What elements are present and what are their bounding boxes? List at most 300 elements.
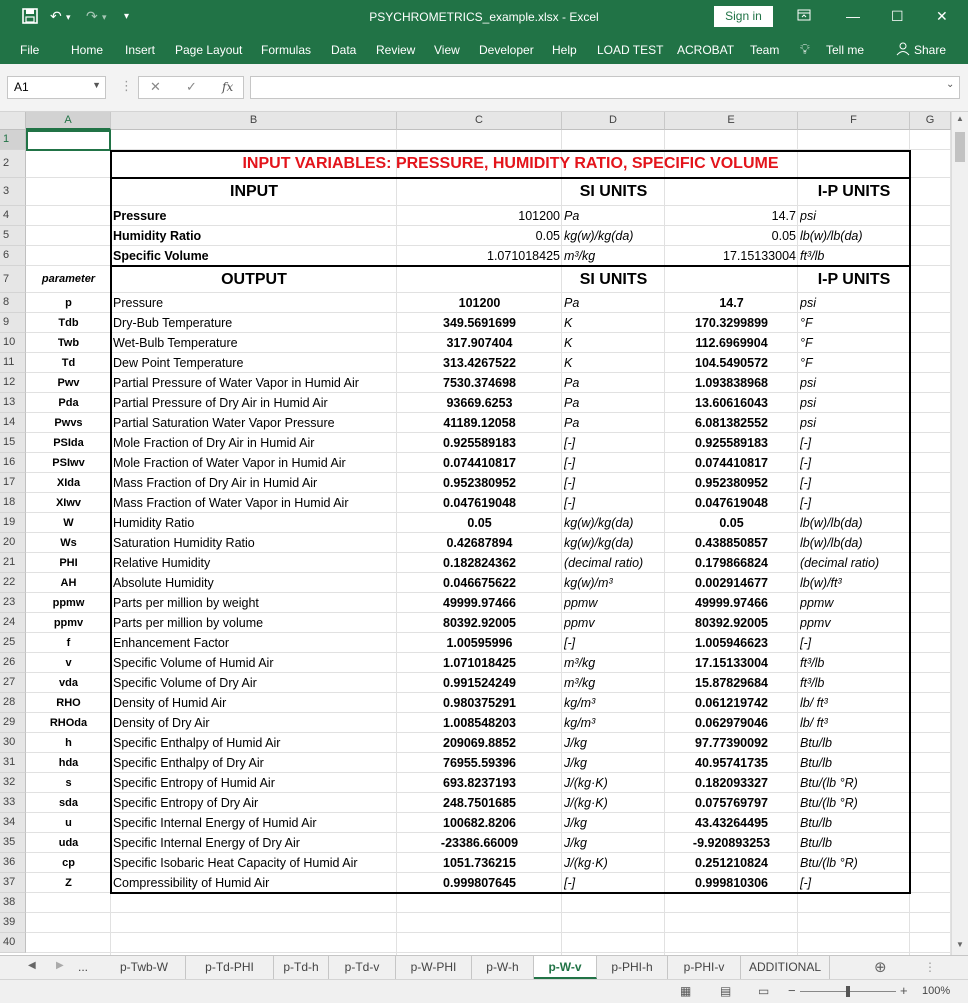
output-ip-value[interactable]: 0.182093327 [695, 776, 768, 790]
row-header-40[interactable]: 40 [0, 933, 26, 953]
more-tabs-ellipsis[interactable]: ... [78, 960, 89, 974]
output-name[interactable]: Humidity Ratio [113, 516, 195, 530]
output-ip-unit[interactable]: psi [800, 296, 816, 310]
input-ip-value[interactable]: 0.05 [771, 229, 796, 243]
output-si-unit[interactable]: J/kg [564, 836, 587, 850]
output-name[interactable]: Parts per million by volume [113, 616, 264, 630]
input-si-unit[interactable]: m³/kg [564, 249, 596, 263]
output-si-unit[interactable]: K [564, 316, 573, 330]
input-si-value[interactable]: 1.071018425 [487, 249, 560, 263]
redo-dropdown-icon[interactable]: ▾ [102, 12, 107, 22]
tab-view[interactable]: View [434, 43, 460, 57]
output-param[interactable]: PHI [59, 557, 78, 569]
output-si-value[interactable]: -23386.66009 [440, 836, 519, 850]
row-header-32[interactable]: 32 [0, 773, 26, 793]
output-name[interactable]: Specific Entropy of Humid Air [113, 776, 275, 790]
output-ip-unit[interactable]: Btu/(lb °R) [800, 796, 858, 810]
output-name[interactable]: Wet-Bulb Temperature [113, 336, 238, 350]
row-header-31[interactable]: 31 [0, 753, 26, 773]
column-header-g[interactable]: G [910, 112, 951, 130]
output-name[interactable]: Density of Dry Air [113, 716, 210, 730]
tab-team[interactable]: Team [750, 43, 780, 57]
sheet-tab-p-phi-v[interactable]: p-PHI-v [668, 956, 741, 979]
output-si-value[interactable]: 0.074410817 [443, 456, 516, 470]
output-si-value[interactable]: 0.980375291 [443, 696, 516, 710]
row-header-38[interactable]: 38 [0, 893, 26, 913]
output-ip-value[interactable]: 40.95741735 [695, 756, 768, 770]
output-name[interactable]: Compressibility of Humid Air [113, 876, 270, 890]
output-param[interactable]: f [66, 637, 71, 649]
output-si-unit[interactable]: kg(w)/kg(da) [564, 536, 634, 550]
output-ip-unit[interactable]: [-] [800, 876, 812, 890]
output-name[interactable]: Partial Pressure of Water Vapor in Humid Air [113, 376, 359, 390]
output-name[interactable]: Density of Humid Air [113, 696, 227, 710]
output-si-value[interactable]: 100682.8206 [443, 816, 516, 830]
output-ip-value[interactable]: 0.075769797 [695, 796, 768, 810]
lightbulb-icon[interactable]: 💡︎ [800, 41, 810, 57]
output-si-unit[interactable]: J/kg [564, 816, 587, 830]
column-header-a[interactable]: A [26, 112, 111, 130]
output-ip-unit[interactable]: psi [800, 376, 816, 390]
output-ip-value[interactable]: 0.062979046 [695, 716, 768, 730]
scroll-down-icon[interactable]: ▼ [956, 940, 964, 949]
input-ip-value[interactable]: 14.7 [771, 209, 796, 223]
output-ip-unit[interactable]: psi [800, 396, 816, 410]
input-name[interactable]: Pressure [113, 209, 167, 223]
close-icon[interactable]: ✕ [936, 8, 948, 24]
output-param[interactable]: ppmv [53, 617, 84, 629]
person-icon[interactable] [896, 42, 910, 59]
output-ip-unit[interactable]: ft³/lb [800, 656, 825, 670]
output-name[interactable]: Specific Internal Energy of Humid Air [113, 816, 317, 830]
row-header-10[interactable]: 10 [0, 333, 26, 353]
page-layout-view-icon[interactable]: ▤ [720, 984, 732, 998]
customize-qat-icon[interactable]: ▾ [124, 11, 130, 22]
output-name[interactable]: Dew Point Temperature [113, 356, 244, 370]
row-header-22[interactable]: 22 [0, 573, 26, 593]
output-si-unit[interactable]: K [564, 336, 573, 350]
row-header-7[interactable]: 7 [0, 266, 26, 293]
sheet-tab-p-td-v[interactable]: p-Td-v [329, 956, 396, 979]
output-ip-unit[interactable]: ppmv [800, 616, 831, 630]
input-header[interactable]: INPUT [230, 183, 278, 200]
output-si-unit[interactable]: (decimal ratio) [564, 556, 644, 570]
output-header[interactable]: OUTPUT [221, 271, 287, 288]
sheet-tab-p-td-h[interactable]: p-Td-h [274, 956, 329, 979]
column-header-e[interactable]: E [665, 112, 798, 130]
output-ip-unit[interactable]: lb(w)/ft³ [800, 576, 842, 590]
row-header-23[interactable]: 23 [0, 593, 26, 613]
output-name[interactable]: Relative Humidity [113, 556, 211, 570]
output-ip-unit[interactable]: (decimal ratio) [800, 556, 880, 570]
output-si-value[interactable]: 693.8237193 [443, 776, 516, 790]
tab-data[interactable]: Data [331, 43, 357, 57]
output-name[interactable]: Partial Pressure of Dry Air in Humid Air [113, 396, 328, 410]
output-param[interactable]: RHOda [49, 717, 88, 729]
input-si-unit[interactable]: kg(w)/kg(da) [564, 229, 634, 243]
row-header-36[interactable]: 36 [0, 853, 26, 873]
output-name[interactable]: Specific Internal Energy of Dry Air [113, 836, 300, 850]
page-break-preview-icon[interactable]: ▭ [758, 984, 770, 998]
output-si-unit[interactable]: [-] [564, 436, 576, 450]
row-header-4[interactable]: 4 [0, 206, 26, 226]
output-param[interactable]: PSIda [53, 437, 84, 449]
worksheet-grid[interactable] [0, 112, 968, 955]
row-header-14[interactable]: 14 [0, 413, 26, 433]
sheet-tab-p-twb-w[interactable]: p-Twb-W [103, 956, 186, 979]
output-ip-unit[interactable]: [-] [800, 476, 812, 490]
row-header-15[interactable]: 15 [0, 433, 26, 453]
row-header-33[interactable]: 33 [0, 793, 26, 813]
minimize-icon[interactable]: — [846, 8, 860, 24]
output-si-unit[interactable]: J/kg [564, 756, 587, 770]
output-si-unit[interactable]: kg(w)/m³ [564, 576, 613, 590]
output-param[interactable]: sda [59, 797, 78, 809]
output-si-value[interactable]: 1.00595996 [446, 636, 513, 650]
row-header-19[interactable]: 19 [0, 513, 26, 533]
output-ip-value[interactable]: 0.047619048 [695, 496, 768, 510]
tab-developer[interactable]: Developer [479, 43, 534, 57]
output-param[interactable]: vda [59, 677, 78, 689]
output-si-units-header[interactable]: SI UNITS [579, 271, 648, 288]
output-param[interactable]: W [63, 517, 74, 529]
input-si-value[interactable]: 0.05 [535, 229, 560, 243]
tab-file[interactable]: File [20, 43, 40, 57]
row-header-34[interactable]: 34 [0, 813, 26, 833]
output-si-value[interactable]: 80392.92005 [443, 616, 516, 630]
output-si-value[interactable]: 0.046675622 [443, 576, 516, 590]
output-ip-value[interactable]: 170.3299899 [695, 316, 768, 330]
sheet-title[interactable]: INPUT VARIABLES: PRESSURE, HUMIDITY RATIO, SPECIFIC VOLUME [242, 155, 779, 172]
output-param[interactable]: Tdb [58, 317, 79, 329]
output-si-unit[interactable]: kg(w)/kg(da) [564, 516, 634, 530]
output-ip-value[interactable]: 97.77390092 [695, 736, 768, 750]
output-si-unit[interactable]: Pa [564, 416, 580, 430]
output-param[interactable]: u [65, 817, 72, 829]
scroll-tabs-right-icon[interactable]: ▶ [56, 960, 64, 971]
sheet-tab-p-phi-h[interactable]: p-PHI-h [597, 956, 668, 979]
tab-splitter-icon[interactable]: ⋮ [924, 960, 936, 974]
output-ip-value[interactable]: -9.920893253 [692, 836, 771, 850]
tab-home[interactable]: Home [71, 43, 104, 57]
column-header-f[interactable]: F [798, 112, 910, 130]
tab-review[interactable]: Review [376, 43, 416, 57]
sheet-tab-additional[interactable]: ADDITIONAL [741, 956, 830, 979]
output-si-unit[interactable]: ppmw [564, 596, 598, 610]
parameter-header[interactable]: parameter [41, 273, 96, 285]
output-si-value[interactable]: 1051.736215 [443, 856, 516, 870]
output-si-value[interactable]: 248.7501685 [443, 796, 516, 810]
output-si-value[interactable]: 7530.374698 [443, 376, 516, 390]
row-header-21[interactable]: 21 [0, 553, 26, 573]
redo-icon[interactable]: ↷ [86, 8, 98, 24]
undo-dropdown-icon[interactable]: ▾ [66, 12, 71, 22]
output-ip-value[interactable]: 0.074410817 [695, 456, 768, 470]
output-ip-unit[interactable]: ppmw [800, 596, 834, 610]
output-ip-unit[interactable]: Btu/lb [800, 736, 832, 750]
output-si-unit[interactable]: K [564, 356, 573, 370]
scroll-tabs-left-icon[interactable]: ◀ [28, 960, 36, 971]
output-name[interactable]: Specific Entropy of Dry Air [113, 796, 259, 810]
expand-formula-bar-icon[interactable]: ⌄ [946, 79, 955, 90]
row-header-1[interactable]: 1 [0, 130, 26, 150]
output-ip-unit[interactable]: psi [800, 416, 816, 430]
row-header-39[interactable]: 39 [0, 913, 26, 933]
maximize-icon[interactable]: ☐ [891, 8, 904, 24]
output-si-unit[interactable]: Pa [564, 376, 580, 390]
insert-function-icon[interactable]: fx [222, 80, 234, 94]
row-header-29[interactable]: 29 [0, 713, 26, 733]
output-ip-unit[interactable]: Btu/lb [800, 816, 832, 830]
input-si-unit[interactable]: Pa [564, 209, 580, 223]
output-si-unit[interactable]: Pa [564, 396, 580, 410]
output-param[interactable]: RHO [56, 697, 81, 709]
output-ip-unit[interactable]: [-] [800, 456, 812, 470]
output-ip-value[interactable]: 0.002914677 [695, 576, 768, 590]
output-ip-unit[interactable]: Btu/(lb °R) [800, 776, 858, 790]
ribbon-display-options-icon[interactable] [797, 8, 811, 24]
tab-help[interactable]: Help [552, 43, 577, 57]
output-ip-value[interactable]: 0.251210824 [695, 856, 768, 870]
output-ip-value[interactable]: 1.005946623 [695, 636, 768, 650]
output-ip-value[interactable]: 43.43264495 [695, 816, 768, 830]
output-param[interactable]: h [65, 737, 72, 749]
output-ip-value[interactable]: 104.5490572 [695, 356, 768, 370]
output-si-value[interactable]: 1.071018425 [443, 656, 516, 670]
row-header-18[interactable]: 18 [0, 493, 26, 513]
output-name[interactable]: Specific Enthalpy of Dry Air [113, 756, 264, 770]
zoom-level[interactable]: 100% [922, 985, 951, 997]
input-ip-unit[interactable]: psi [800, 209, 816, 223]
tab-acrobat[interactable]: ACROBAT [677, 43, 735, 57]
output-name[interactable]: Specific Isobaric Heat Capacity of Humid Air [113, 856, 358, 870]
output-param[interactable]: cp [62, 857, 75, 869]
output-ip-unit[interactable]: [-] [800, 436, 812, 450]
tab-page-layout[interactable]: Page Layout [175, 43, 243, 57]
row-header-35[interactable]: 35 [0, 833, 26, 853]
row-header-12[interactable]: 12 [0, 373, 26, 393]
output-ip-unit[interactable]: lb/ ft³ [800, 696, 828, 710]
output-param[interactable]: Z [65, 877, 72, 889]
input-ip-unit[interactable]: lb(w)/lb(da) [800, 229, 863, 243]
output-param[interactable]: Pda [58, 397, 79, 409]
name-box[interactable] [7, 76, 106, 99]
enter-icon[interactable]: ✓ [186, 79, 197, 94]
output-si-unit[interactable]: J/(kg·K) [564, 796, 608, 810]
output-si-value[interactable]: 209069.8852 [443, 736, 516, 750]
output-ip-unit[interactable]: Btu/lb [800, 756, 832, 770]
input-name[interactable]: Humidity Ratio [113, 229, 202, 243]
output-name[interactable]: Dry-Bub Temperature [113, 316, 233, 330]
output-ip-unit[interactable]: lb(w)/lb(da) [800, 516, 863, 530]
output-param[interactable]: v [65, 657, 72, 669]
output-ip-units-header[interactable]: I-P UNITS [817, 271, 891, 288]
output-param[interactable]: Pwvs [54, 417, 83, 429]
output-si-unit[interactable]: [-] [564, 456, 576, 470]
row-header-2[interactable]: 2 [0, 150, 26, 178]
output-name[interactable]: Saturation Humidity Ratio [113, 536, 255, 550]
vertical-scroll-thumb[interactable] [955, 132, 965, 162]
output-ip-value[interactable]: 15.87829684 [695, 676, 768, 690]
row-header-16[interactable]: 16 [0, 453, 26, 473]
output-ip-unit[interactable]: Btu/(lb °R) [800, 856, 858, 870]
output-si-value[interactable]: 317.907404 [446, 336, 513, 350]
output-si-unit[interactable]: [-] [564, 496, 576, 510]
output-ip-unit[interactable]: lb/ ft³ [800, 716, 828, 730]
output-name[interactable]: Mass Fraction of Water Vapor in Humid Air [113, 496, 349, 510]
output-si-unit[interactable]: kg/m³ [564, 716, 596, 730]
output-param[interactable]: Twb [57, 337, 80, 349]
output-param[interactable]: XIwv [55, 497, 82, 509]
output-ip-value[interactable]: 0.05 [719, 516, 744, 530]
output-name[interactable]: Absolute Humidity [113, 576, 214, 590]
output-si-unit[interactable]: [-] [564, 876, 576, 890]
input-name[interactable]: Specific Volume [113, 249, 209, 263]
output-name[interactable]: Pressure [113, 296, 164, 310]
output-si-value[interactable]: 41189.12058 [443, 416, 516, 430]
sheet-tab-p-td-phi[interactable]: p-Td-PHI [186, 956, 274, 979]
sign-in-button[interactable]: Sign in [714, 6, 773, 27]
input-si-units-header[interactable]: SI UNITS [579, 183, 648, 200]
chevron-down-icon[interactable]: ▼ [92, 80, 101, 90]
output-ip-value[interactable]: 1.093838968 [695, 376, 768, 390]
output-ip-value[interactable]: 0.061219742 [695, 696, 768, 710]
output-name[interactable]: Mole Fraction of Dry Air in Humid Air [113, 436, 315, 450]
sheet-tab-p-w-v[interactable]: p-W-v [534, 956, 597, 979]
input-si-value[interactable]: 101200 [518, 209, 560, 223]
zoom-out-icon[interactable]: − [788, 983, 796, 998]
output-si-unit[interactable]: J/(kg·K) [564, 856, 608, 870]
row-header-30[interactable]: 30 [0, 733, 26, 753]
output-si-value[interactable]: 93669.6253 [446, 396, 513, 410]
row-header-27[interactable]: 27 [0, 673, 26, 693]
output-ip-value[interactable]: 0.438850857 [695, 536, 768, 550]
undo-icon[interactable]: ↶ [50, 8, 62, 24]
output-ip-value[interactable]: 49999.97466 [695, 596, 768, 610]
output-si-unit[interactable]: J/(kg·K) [564, 776, 608, 790]
output-si-unit[interactable]: [-] [564, 636, 576, 650]
output-name[interactable]: Mass Fraction of Dry Air in Humid Air [113, 476, 318, 490]
output-ip-value[interactable]: 13.60616043 [695, 396, 768, 410]
output-ip-value[interactable]: 0.179866824 [695, 556, 768, 570]
output-param[interactable]: Ws [60, 537, 77, 549]
output-si-unit[interactable]: kg/m³ [564, 696, 596, 710]
output-name[interactable]: Parts per million by weight [113, 596, 259, 610]
output-si-value[interactable]: 0.42687894 [446, 536, 513, 550]
output-si-unit[interactable]: m³/kg [564, 656, 596, 670]
output-si-unit[interactable]: J/kg [564, 736, 587, 750]
output-param[interactable]: PSIwv [52, 457, 85, 469]
output-si-value[interactable]: 76955.59396 [443, 756, 516, 770]
output-ip-value[interactable]: 0.952380952 [695, 476, 768, 490]
output-ip-unit[interactable]: [-] [800, 636, 812, 650]
output-ip-unit[interactable]: Btu/lb [800, 836, 832, 850]
output-si-value[interactable]: 349.5691699 [443, 316, 516, 330]
row-header-6[interactable]: 6 [0, 246, 26, 266]
output-ip-unit[interactable]: °F [800, 336, 813, 350]
output-name[interactable]: Mole Fraction of Water Vapor in Humid Air [113, 456, 346, 470]
row-header-20[interactable]: 20 [0, 533, 26, 553]
row-header-17[interactable]: 17 [0, 473, 26, 493]
output-si-unit[interactable]: ppmv [564, 616, 595, 630]
output-param[interactable]: s [65, 777, 72, 789]
tab-load-test[interactable]: LOAD TEST [597, 43, 664, 57]
output-param[interactable]: Td [61, 357, 76, 369]
output-ip-value[interactable]: 17.15133004 [695, 656, 768, 670]
output-name[interactable]: Specific Volume of Humid Air [113, 656, 274, 670]
output-si-value[interactable]: 49999.97466 [443, 596, 516, 610]
output-ip-unit[interactable]: [-] [800, 496, 812, 510]
tab-formulas[interactable]: Formulas [261, 43, 312, 57]
output-ip-unit[interactable]: °F [800, 316, 813, 330]
output-ip-unit[interactable]: ft³/lb [800, 676, 825, 690]
output-ip-value[interactable]: 14.7 [719, 296, 744, 310]
column-header-c[interactable]: C [397, 112, 562, 130]
output-ip-value[interactable]: 0.999810306 [695, 876, 768, 890]
output-si-value[interactable]: 1.008548203 [443, 716, 516, 730]
output-ip-value[interactable]: 112.6969904 [695, 336, 768, 350]
output-si-value[interactable]: 0.05 [467, 516, 492, 530]
vertical-scrollbar[interactable] [951, 112, 968, 955]
row-header-24[interactable]: 24 [0, 613, 26, 633]
formula-input[interactable] [250, 76, 960, 99]
output-ip-value[interactable]: 6.081382552 [695, 416, 768, 430]
row-header-28[interactable]: 28 [0, 693, 26, 713]
row-header-11[interactable]: 11 [0, 353, 26, 373]
normal-view-icon[interactable]: ▦ [680, 984, 692, 998]
column-header-d[interactable]: D [562, 112, 665, 130]
row-header-5[interactable]: 5 [0, 226, 26, 246]
tell-me[interactable]: Tell me [826, 43, 865, 57]
output-si-unit[interactable]: Pa [564, 296, 580, 310]
column-header-b[interactable]: B [111, 112, 397, 130]
scroll-up-icon[interactable]: ▲ [956, 114, 964, 123]
output-si-value[interactable]: 0.047619048 [443, 496, 516, 510]
output-si-value[interactable]: 0.952380952 [443, 476, 516, 490]
output-name[interactable]: Enhancement Factor [113, 636, 230, 650]
output-param[interactable]: hda [58, 757, 79, 769]
output-si-unit[interactable]: [-] [564, 476, 576, 490]
row-header-3[interactable]: 3 [0, 178, 26, 206]
select-all-corner[interactable] [0, 112, 26, 130]
output-param[interactable]: ppmw [52, 597, 85, 609]
output-ip-value[interactable]: 80392.92005 [695, 616, 768, 630]
output-ip-value[interactable]: 0.925589183 [695, 436, 768, 450]
row-header-8[interactable]: 8 [0, 293, 26, 313]
output-ip-unit[interactable]: lb(w)/lb(da) [800, 536, 863, 550]
output-si-value[interactable]: 0.182824362 [443, 556, 516, 570]
output-si-value[interactable]: 0.925589183 [443, 436, 516, 450]
row-header-13[interactable]: 13 [0, 393, 26, 413]
input-ip-value[interactable]: 17.15133004 [723, 249, 796, 263]
output-param[interactable]: XIda [56, 477, 81, 489]
zoom-slider-thumb[interactable] [846, 986, 850, 997]
output-param[interactable]: Pwv [57, 377, 80, 389]
output-si-unit[interactable]: m³/kg [564, 676, 596, 690]
sheet-tab-p-w-h[interactable]: p-W-h [472, 956, 534, 979]
row-header-9[interactable]: 9 [0, 313, 26, 333]
output-param[interactable]: uda [58, 837, 79, 849]
selected-cell-a1[interactable] [26, 130, 111, 151]
new-sheet-icon[interactable]: ⊕ [874, 959, 887, 976]
output-si-value[interactable]: 0.999807645 [443, 876, 516, 890]
zoom-in-icon[interactable]: + [900, 983, 908, 998]
output-param[interactable]: p [65, 297, 72, 309]
share-button[interactable]: Share [914, 43, 947, 57]
output-name[interactable]: Specific Volume of Dry Air [113, 676, 257, 690]
input-ip-units-header[interactable]: I-P UNITS [817, 183, 891, 200]
sheet-tab-p-w-phi[interactable]: p-W-PHI [396, 956, 472, 979]
